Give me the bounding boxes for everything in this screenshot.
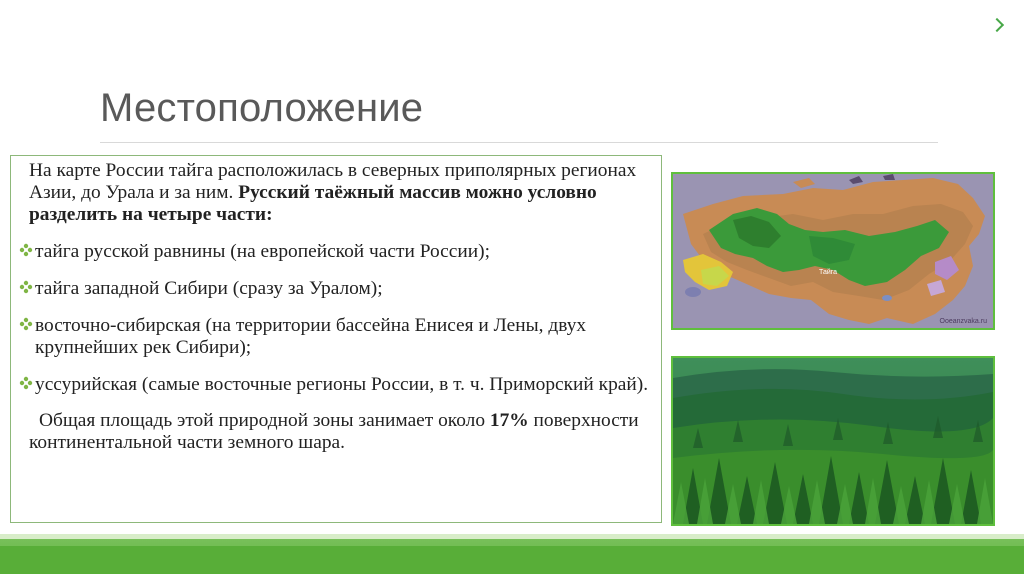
- intro-paragraph: [29, 160, 661, 226]
- intro-plain-text: На карте России тайга расположилась в северных приполярных регионах Азии, до Урала и за ним.: [29, 160, 637, 203]
- taiga-forest-photo: [671, 356, 995, 526]
- chevron-right-icon: [990, 18, 1004, 32]
- bullet-text: тайга западной Сибири (сразу за Уралом);: [35, 278, 383, 299]
- bullet-text: тайга русской равнины (на европейской части России);: [35, 241, 490, 262]
- bullet-text: уссурийская (самые восточные регионы России, в т. ч. Приморский край).: [35, 374, 649, 395]
- page-title: Местоположение: [100, 86, 424, 130]
- diamond-dots-bullet-icon: [19, 375, 33, 391]
- forest-photo-graphic: [673, 358, 993, 524]
- intro-bold-text: Русский таёжный массив можно условно разделить на четыре части:: [29, 182, 597, 225]
- diamond-dots-bullet-icon: [19, 316, 33, 332]
- title-divider: [100, 142, 938, 143]
- text-content-box: [10, 155, 662, 523]
- map-credit: Ooeanzvaka.ru: [939, 318, 987, 325]
- diamond-dots-bullet-icon: [19, 242, 33, 258]
- russia-map-graphic: [673, 174, 993, 328]
- list-item: [19, 374, 661, 396]
- bullet-text: восточно-сибирская (на территории бассейна Енисея и Лены, двух крупнейших рек Сибири);: [35, 315, 587, 358]
- list-item: [19, 278, 661, 300]
- footer-band-dark: [0, 546, 1024, 574]
- list-item: [19, 241, 661, 263]
- total-plain-text: Общая площадь этой природной зоны занимает около: [39, 410, 490, 431]
- taiga-map-image: [671, 172, 995, 330]
- map-taiga-label: Тайга: [819, 269, 838, 276]
- list-item: [19, 315, 661, 359]
- total-area-paragraph: [29, 410, 661, 454]
- total-rest-text: поверхности континентальной части земного шара.: [29, 410, 639, 453]
- total-percent: 17%: [489, 410, 529, 431]
- diamond-dots-bullet-icon: [19, 279, 33, 295]
